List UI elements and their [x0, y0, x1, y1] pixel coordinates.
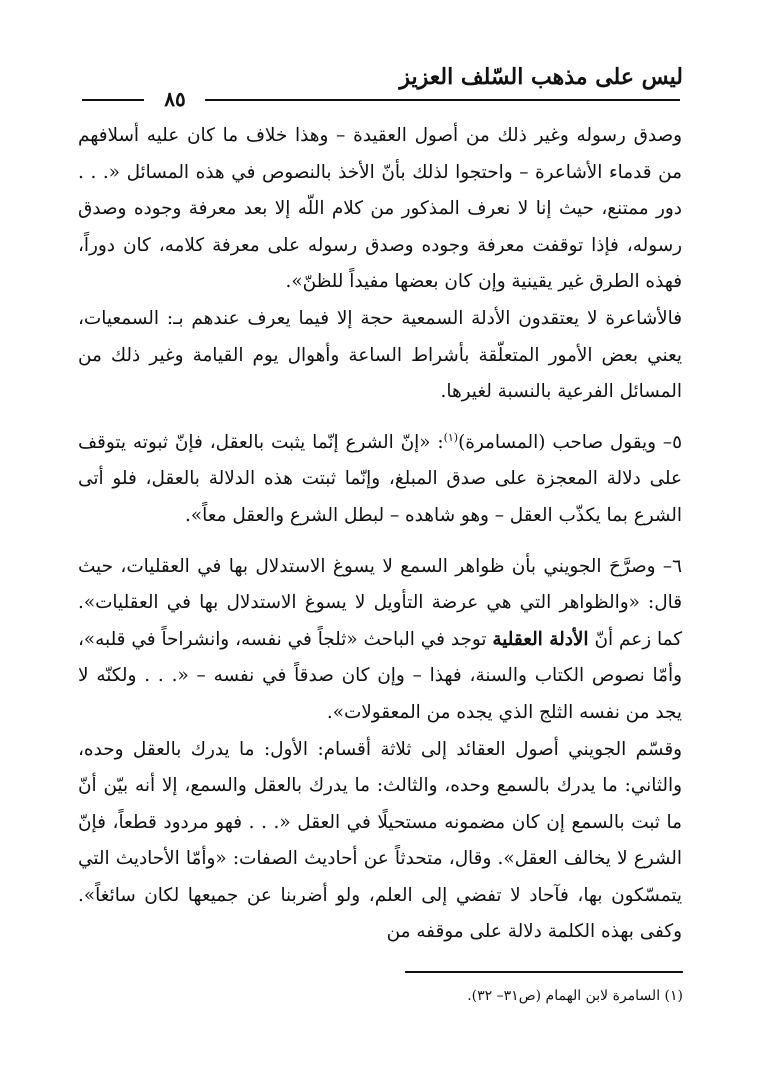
paragraph-6: [78, 549, 682, 732]
paragraph-6-part1: ٦– وصرَّحَ الجويني بأن ظواهر السمع لا يسوغ الاستدلال بها في العقليات، حيث قال: «والظواهر التي هي عرضة التأويل لا يسوغ الاستدلال بها في العقليات». كما زعم أنّ: [78, 555, 682, 650]
footnote-reference: (١): [443, 430, 459, 444]
paragraph-6-part2: توجد في الباحث «ثلجاً في نفسه، وانشراحاً في قلبه»، وأمّا نصوص الكتاب والسنة، فهذا – وإن كان صدقاً في نفسه – «. . . ولكنّه لا يجد من نفسه الثلج الذي يجده من المعقولات».: [78, 628, 682, 723]
header-rule-right: [205, 99, 680, 101]
paragraph-6-bold-term: الأدلة العقلية: [492, 628, 589, 650]
paragraph-5-lead: ٥– ويقول صاحب (المسامرة): [458, 431, 682, 453]
header-rule-left: [82, 99, 144, 101]
paragraph-5: [78, 425, 682, 535]
paragraph-1: وصدق رسوله وغير ذلك من أصول العقيدة – وهذا خلاف ما كان عليه أسلافهم من قدماء الأشاعرة – واحتجوا لذلك بأنّ الأخذ بالنصوص في هذه المسائل «. . . دور ممتنع، حيث إنا لا نعرف المذكور من كلام اللّه إلا بعد معرفة وجوده وصدق رسوله، فإذا توقفت معرفة وجوده وصدق رسوله على معرفة كلامه، كان دوراً، فهذه الطرق غير يقينية وإن كان بعضها مفيداً للظنّ».: [78, 125, 682, 293]
paragraph-5-rest: : «إنّ الشرع إنّما يثبت بالعقل، فإنّ ثبوته يتوقف على دلالة المعجزة على صدق المبلغ، وإنّما ثبتت هذه الدلالة بالعقل، فلو أتى الشرع بما يكذّب العقل – وهو شاهده – لبطل الشرع والعقل معاً».: [78, 431, 682, 526]
running-header-title: ليس على مذهب السّلف العزيز: [399, 64, 683, 90]
footnote-separator: [405, 971, 683, 973]
paragraph-2: فالأشاعرة لا يعتقدون الأدلة السمعية حجة إلا فيما يعرف عندهم بـ: السمعيات، يعني بعض الأمور المتعلّقة بأشراط الساعة وأهوال يوم القيامة وغير ذلك من المسائل الفرعية بالنسبة لغيرها.: [78, 307, 682, 403]
footnote: (١) السامرة لابن الهمام (ص٣١– ٣٢).: [467, 988, 683, 1004]
page-number: ٨٥: [164, 87, 186, 111]
paragraph-7: وقسّم الجويني أصول العقائد إلى ثلاثة أقسام: الأول: ما يدرك بالعقل وحده، والثاني: ما يدرك بالسمع وحده، والثالث: ما يدرك بالعقل والسمع، إلا أنه بيّن أنّ ما ثبت بالسمع إن كان مضمونه مستحيلًا في العقل «. . . فهو مردود قطعاً، فإنّ الشرع لا يخالف العقل». وقال، متحدثاً عن أحاديث الصفات: «وأمّا الأحاديث التي يتمسّكون بها، فآحاد لا تفضي إلى العلم، ولو أضربنا عن جميعها لكان سائغاً». وكفى بهذه الكلمة دلالة على موقفه من: [78, 738, 682, 943]
main-text: [78, 118, 682, 951]
